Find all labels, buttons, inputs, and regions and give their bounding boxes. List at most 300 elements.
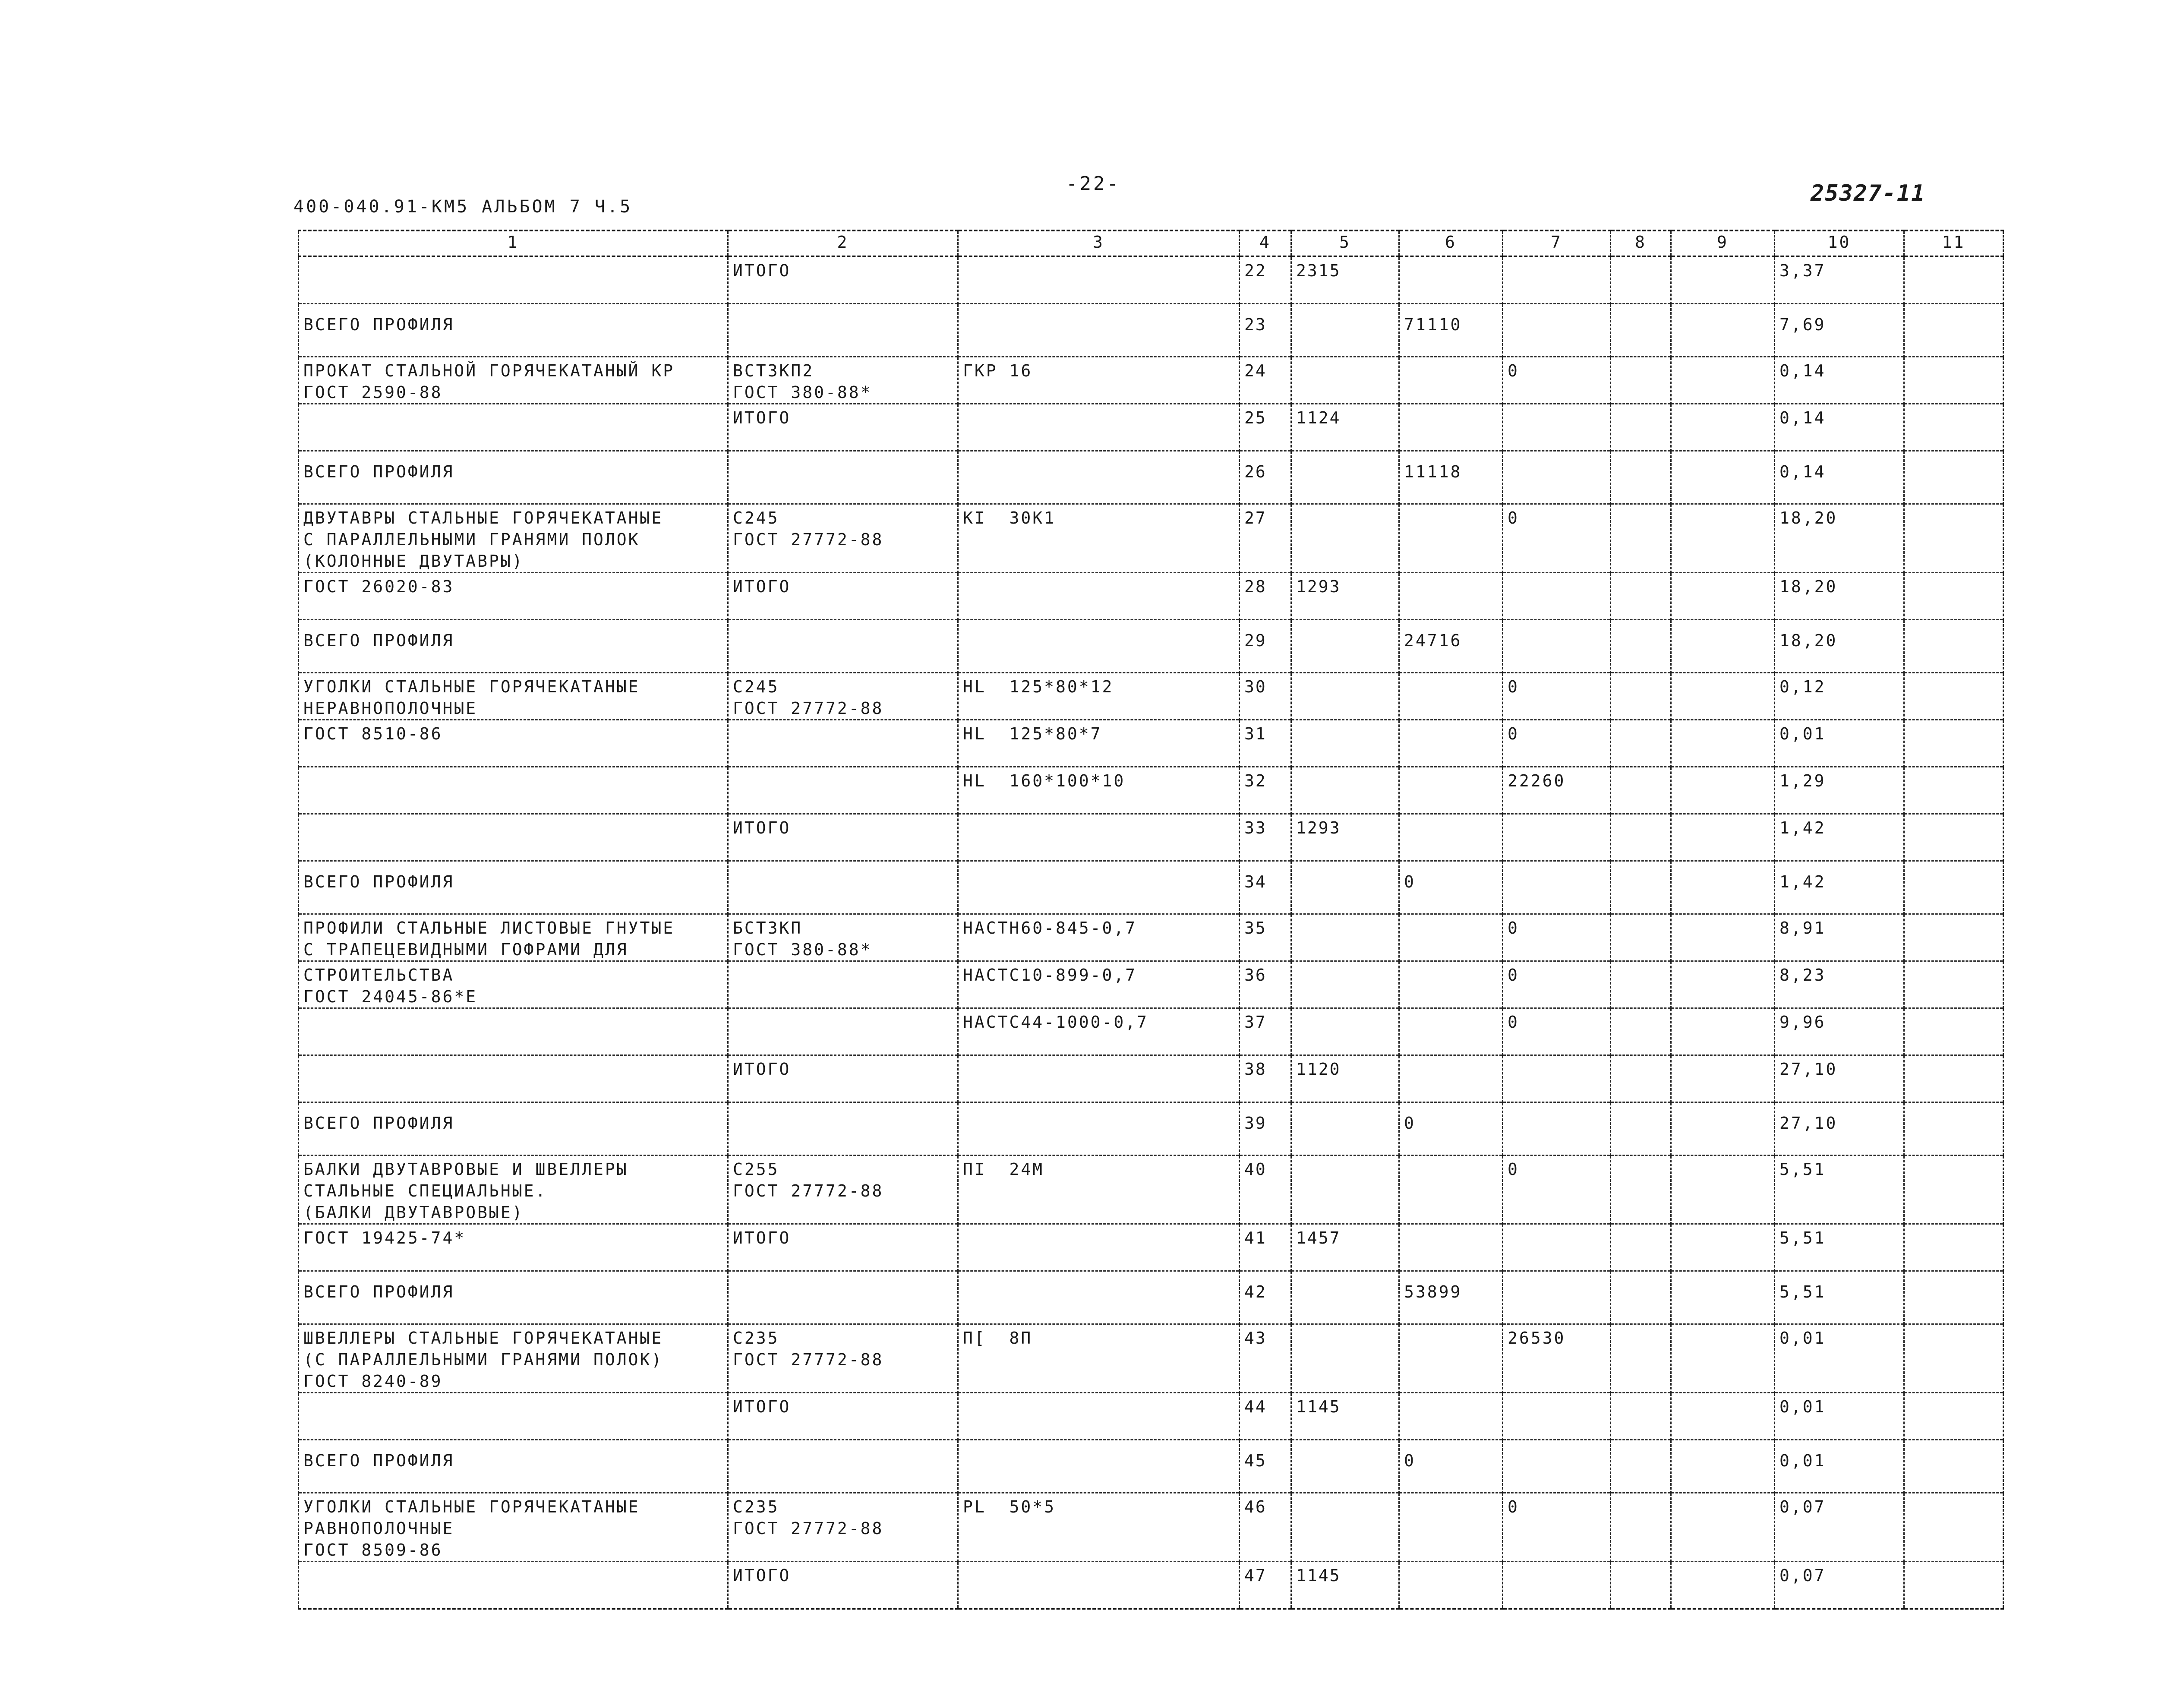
cell-col-7 — [1503, 451, 1611, 504]
cell-text-line: ВСТ3КП2 — [733, 361, 814, 380]
cell-col-8 — [1611, 256, 1671, 304]
cell-col-3: HL 160*100*10 — [958, 767, 1240, 814]
cell-col-4: 26 — [1240, 451, 1291, 504]
cell-col-11 — [1904, 357, 2003, 404]
cell-col-9 — [1671, 573, 1775, 620]
cell-col-7 — [1503, 861, 1611, 914]
cell-col-9 — [1671, 720, 1775, 767]
cell-col-10: 0,01 — [1775, 1440, 1904, 1493]
cell-col-5 — [1291, 357, 1399, 404]
total-row — [299, 861, 2003, 914]
cell-col-9 — [1671, 1393, 1775, 1440]
cell-col-8 — [1611, 767, 1671, 814]
total-row — [299, 451, 2003, 504]
cell-col-6 — [1399, 404, 1503, 451]
steel-specification-table — [298, 230, 2004, 1610]
cell-text-line: С ТРАПЕЦЕВИДНЫМИ ГОФРАМИ ДЛЯ — [303, 940, 628, 959]
cell-col-4: 45 — [1240, 1440, 1291, 1493]
cell-text-line: ГОСТ 27772-88 — [733, 1519, 884, 1538]
cell-col-8 — [1611, 573, 1671, 620]
cell-col-10: 0,14 — [1775, 357, 1904, 404]
cell-text-line: СТРОИТЕЛЬСТВА — [303, 966, 454, 985]
cell-col-1 — [299, 961, 728, 1008]
cell-col-9 — [1671, 1440, 1775, 1493]
cell-col-5 — [1291, 961, 1399, 1008]
total-row — [299, 1271, 2003, 1324]
cell-col-1 — [299, 1156, 728, 1224]
cell-col-3 — [958, 1393, 1240, 1440]
cell-col-4: 37 — [1240, 1008, 1291, 1055]
cell-col-10: 5,51 — [1775, 1271, 1904, 1324]
document-code: 400-040.91-КМ5 АЛЬБОМ 7 Ч.5 — [293, 197, 633, 217]
cell-col-11 — [1904, 404, 2003, 451]
cell-col-4: 46 — [1240, 1493, 1291, 1562]
cell-col-10: 1,42 — [1775, 861, 1904, 914]
cell-col-9 — [1671, 1055, 1775, 1102]
cell-col-7: 0 — [1503, 914, 1611, 961]
cell-col-3 — [958, 404, 1240, 451]
cell-col-11 — [1904, 720, 2003, 767]
cell-col-10: 9,96 — [1775, 1008, 1904, 1055]
cell-col-1 — [299, 357, 728, 404]
page-number: -22- — [1066, 173, 1120, 195]
cell-col-6 — [1399, 1055, 1503, 1102]
cell-col-3 — [958, 1055, 1240, 1102]
cell-col-9 — [1671, 914, 1775, 961]
cell-text-line: ВСЕГО ПРОФИЛЯ — [303, 315, 454, 334]
cell-col-6 — [1399, 767, 1503, 814]
cell-col-11 — [1904, 573, 2003, 620]
cell-col-4: 42 — [1240, 1271, 1291, 1324]
cell-col-6 — [1399, 256, 1503, 304]
cell-text-line: БАЛКИ ДВУТАВРОВЫЕ И ШВЕЛЛЕРЫ — [303, 1160, 628, 1179]
cell-col-7: 0 — [1503, 1008, 1611, 1055]
cell-text-line: ШВЕЛЛЕРЫ СТАЛЬНЫЕ ГОРЯЧЕКАТАНЫЕ — [303, 1329, 663, 1348]
cell-col-2 — [728, 404, 958, 451]
cell-col-2 — [728, 720, 958, 767]
cell-col-10: 27,10 — [1775, 1055, 1904, 1102]
cell-col-3: ПI 24М — [958, 1156, 1240, 1224]
cell-col-1 — [299, 1271, 728, 1324]
cell-col-6: 11118 — [1399, 451, 1503, 504]
cell-col-9 — [1671, 1156, 1775, 1224]
cell-col-2 — [728, 573, 958, 620]
cell-col-10: 0,12 — [1775, 673, 1904, 720]
cell-col-10: 27,10 — [1775, 1102, 1904, 1156]
cell-col-3: PL 50*5 — [958, 1493, 1240, 1562]
cell-col-4: 39 — [1240, 1102, 1291, 1156]
cell-col-6 — [1399, 1493, 1503, 1562]
cell-col-9 — [1671, 1493, 1775, 1562]
cell-col-2 — [728, 767, 958, 814]
cell-col-1 — [299, 1393, 728, 1440]
cell-col-9 — [1671, 1224, 1775, 1271]
cell-col-5: 1124 — [1291, 404, 1399, 451]
cell-col-2 — [728, 304, 958, 357]
total-row — [299, 1440, 2003, 1493]
cell-col-5 — [1291, 1102, 1399, 1156]
cell-col-2 — [728, 1393, 958, 1440]
cell-col-7 — [1503, 1271, 1611, 1324]
column-header-4: 4 — [1240, 230, 1291, 256]
cell-col-9 — [1671, 1562, 1775, 1609]
cell-text-line: УГОЛКИ СТАЛЬНЫЕ ГОРЯЧЕКАТАНЫЕ — [303, 677, 640, 696]
cell-text-line: (КОЛОННЫЕ ДВУТАВРЫ) — [303, 552, 524, 571]
cell-text-line: ДВУТАВРЫ СТАЛЬНЫЕ ГОРЯЧЕКАТАНЫЕ — [303, 508, 663, 527]
specification-sheet — [298, 230, 2003, 1585]
cell-text-line: ВСЕГО ПРОФИЛЯ — [303, 1282, 454, 1301]
cell-col-9 — [1671, 451, 1775, 504]
cell-col-2 — [728, 673, 958, 720]
cell-text-line: ГОСТ 19425-74* — [303, 1228, 466, 1247]
cell-col-8 — [1611, 1102, 1671, 1156]
cell-col-11 — [1904, 914, 2003, 961]
cell-col-2 — [728, 1324, 958, 1393]
table-row — [299, 1156, 2003, 1224]
cell-text-line: ВСЕГО ПРОФИЛЯ — [303, 462, 454, 481]
cell-col-8 — [1611, 1440, 1671, 1493]
cell-col-11 — [1904, 1493, 2003, 1562]
cell-col-9 — [1671, 304, 1775, 357]
cell-col-3 — [958, 451, 1240, 504]
cell-text-line: ГОСТ 8510-86 — [303, 724, 443, 743]
subtotal-row — [299, 1562, 2003, 1609]
table-row — [299, 1324, 2003, 1393]
cell-col-6: 0 — [1399, 1102, 1503, 1156]
cell-col-7 — [1503, 404, 1611, 451]
cell-col-9 — [1671, 504, 1775, 573]
cell-col-7 — [1503, 1055, 1611, 1102]
cell-col-6: 71110 — [1399, 304, 1503, 357]
cell-col-10: 18,20 — [1775, 504, 1904, 573]
cell-col-8 — [1611, 1271, 1671, 1324]
cell-col-6: 24716 — [1399, 620, 1503, 673]
cell-text-line: ВСЕГО ПРОФИЛЯ — [303, 631, 454, 650]
cell-col-5: 1293 — [1291, 814, 1399, 861]
column-header-1: 1 — [299, 230, 728, 256]
cell-col-4: 34 — [1240, 861, 1291, 914]
column-header-9: 9 — [1671, 230, 1775, 256]
subtotal-row — [299, 1393, 2003, 1440]
cell-text-line: ВСЕГО ПРОФИЛЯ — [303, 1451, 454, 1470]
cell-col-10: 8,91 — [1775, 914, 1904, 961]
cell-text-line: РАВНОПОЛОЧНЫЕ — [303, 1519, 454, 1538]
cell-col-3 — [958, 573, 1240, 620]
cell-col-7: 0 — [1503, 1156, 1611, 1224]
cell-col-10: 5,51 — [1775, 1224, 1904, 1271]
cell-col-6: 53899 — [1399, 1271, 1503, 1324]
cell-col-3 — [958, 304, 1240, 357]
cell-col-6 — [1399, 1224, 1503, 1271]
cell-col-4: 38 — [1240, 1055, 1291, 1102]
cell-col-9 — [1671, 357, 1775, 404]
cell-text-line: ИТОГО — [733, 1060, 791, 1079]
cell-col-6 — [1399, 961, 1503, 1008]
cell-col-5 — [1291, 1440, 1399, 1493]
cell-col-4: 43 — [1240, 1324, 1291, 1393]
cell-col-7 — [1503, 1102, 1611, 1156]
cell-text-line: ИТОГО — [733, 577, 791, 596]
cell-col-8 — [1611, 357, 1671, 404]
subtotal-row — [299, 256, 2003, 304]
cell-col-1 — [299, 814, 728, 861]
cell-col-10: 0,01 — [1775, 1324, 1904, 1393]
cell-col-2 — [728, 1271, 958, 1324]
cell-col-7: 26530 — [1503, 1324, 1611, 1393]
cell-col-11 — [1904, 1271, 2003, 1324]
subtotal-row — [299, 1055, 2003, 1102]
cell-col-2 — [728, 1055, 958, 1102]
cell-col-1 — [299, 304, 728, 357]
table-row — [299, 767, 2003, 814]
cell-col-3 — [958, 861, 1240, 914]
cell-col-10: 0,07 — [1775, 1562, 1904, 1609]
cell-col-4: 30 — [1240, 673, 1291, 720]
cell-col-10: 5,51 — [1775, 1156, 1904, 1224]
cell-col-6 — [1399, 1156, 1503, 1224]
cell-col-11 — [1904, 504, 2003, 573]
cell-col-9 — [1671, 1271, 1775, 1324]
column-header-3: 3 — [958, 230, 1240, 256]
table-body — [299, 256, 2003, 1609]
table-row — [299, 504, 2003, 573]
cell-col-2 — [728, 814, 958, 861]
cell-col-9 — [1671, 1324, 1775, 1393]
cell-col-2 — [728, 914, 958, 961]
column-header-8: 8 — [1611, 230, 1671, 256]
cell-col-8 — [1611, 1324, 1671, 1393]
cell-col-8 — [1611, 1562, 1671, 1609]
cell-col-10: 7,69 — [1775, 304, 1904, 357]
cell-col-6: 0 — [1399, 861, 1503, 914]
cell-col-9 — [1671, 814, 1775, 861]
cell-text-line: С ПАРАЛЛЕЛЬНЫМИ ГРАНЯМИ ПОЛОК — [303, 530, 640, 549]
cell-col-5 — [1291, 504, 1399, 573]
cell-col-1 — [299, 1324, 728, 1393]
cell-col-7: 0 — [1503, 720, 1611, 767]
subtotal-row — [299, 814, 2003, 861]
cell-col-5: 1120 — [1291, 1055, 1399, 1102]
cell-col-4: 36 — [1240, 961, 1291, 1008]
cell-col-10: 1,42 — [1775, 814, 1904, 861]
cell-col-5 — [1291, 1008, 1399, 1055]
cell-col-8 — [1611, 451, 1671, 504]
cell-col-4: 27 — [1240, 504, 1291, 573]
cell-text-line: ПРОКАТ СТАЛЬНОЙ ГОРЯЧЕКАТАНЫЙ КР — [303, 361, 675, 380]
cell-col-11 — [1904, 673, 2003, 720]
cell-col-7: 0 — [1503, 1493, 1611, 1562]
cell-text-line: (С ПАРАЛЛЕЛЬНЫМИ ГРАНЯМИ ПОЛОК) — [303, 1350, 663, 1369]
cell-col-3: П[ 8П — [958, 1324, 1240, 1393]
table-row — [299, 357, 2003, 404]
cell-col-1 — [299, 914, 728, 961]
cell-text-line: УГОЛКИ СТАЛЬНЫЕ ГОРЯЧЕКАТАНЫЕ — [303, 1497, 640, 1516]
cell-text-line: ИТОГО — [733, 1228, 791, 1247]
cell-col-4: 40 — [1240, 1156, 1291, 1224]
cell-col-5: 1457 — [1291, 1224, 1399, 1271]
cell-col-11 — [1904, 620, 2003, 673]
cell-col-10: 18,20 — [1775, 573, 1904, 620]
cell-text-line: С255 — [733, 1160, 779, 1179]
cell-col-2 — [728, 1102, 958, 1156]
cell-col-10: 1,29 — [1775, 767, 1904, 814]
cell-col-5 — [1291, 767, 1399, 814]
cell-col-7: 0 — [1503, 673, 1611, 720]
table-row — [299, 961, 2003, 1008]
cell-col-11 — [1904, 861, 2003, 914]
cell-col-4: 44 — [1240, 1393, 1291, 1440]
cell-col-6 — [1399, 673, 1503, 720]
cell-col-1 — [299, 673, 728, 720]
cell-col-1 — [299, 1562, 728, 1609]
cell-col-3: KI 30K1 — [958, 504, 1240, 573]
cell-col-5 — [1291, 1271, 1399, 1324]
cell-text-line: ВСЕГО ПРОФИЛЯ — [303, 1114, 454, 1133]
cell-col-8 — [1611, 814, 1671, 861]
cell-col-1 — [299, 451, 728, 504]
cell-col-6 — [1399, 1008, 1503, 1055]
cell-col-8 — [1611, 1493, 1671, 1562]
cell-col-10: 0,01 — [1775, 720, 1904, 767]
cell-text-line: ГОСТ 26020-83 — [303, 577, 454, 596]
cell-col-2 — [728, 256, 958, 304]
cell-col-2 — [728, 357, 958, 404]
cell-col-7 — [1503, 304, 1611, 357]
cell-col-1 — [299, 620, 728, 673]
cell-col-6 — [1399, 1393, 1503, 1440]
cell-col-1 — [299, 504, 728, 573]
table-row — [299, 914, 2003, 961]
cell-col-8 — [1611, 304, 1671, 357]
table-row — [299, 1493, 2003, 1562]
table-row — [299, 1008, 2003, 1055]
cell-col-4: 33 — [1240, 814, 1291, 861]
cell-col-1 — [299, 404, 728, 451]
cell-col-9 — [1671, 767, 1775, 814]
cell-col-8 — [1611, 1008, 1671, 1055]
cell-col-1 — [299, 1008, 728, 1055]
cell-col-11 — [1904, 1562, 2003, 1609]
cell-text-line: ГОСТ 380-88* — [733, 940, 872, 959]
cell-col-7 — [1503, 256, 1611, 304]
cell-text-line: С245 — [733, 508, 779, 527]
cell-text-line: ГОСТ 27772-88 — [733, 1181, 884, 1200]
total-row — [299, 304, 2003, 357]
column-header-11: 11 — [1904, 230, 2003, 256]
cell-col-5 — [1291, 1493, 1399, 1562]
cell-col-4: 41 — [1240, 1224, 1291, 1271]
cell-col-7: 0 — [1503, 961, 1611, 1008]
cell-text-line: ГОСТ 27772-88 — [733, 1350, 884, 1369]
cell-col-7 — [1503, 1393, 1611, 1440]
cell-col-10: 0,01 — [1775, 1393, 1904, 1440]
column-header-7: 7 — [1503, 230, 1611, 256]
cell-col-11 — [1904, 1324, 2003, 1393]
cell-col-6: 0 — [1399, 1440, 1503, 1493]
cell-col-1 — [299, 573, 728, 620]
cell-col-8 — [1611, 961, 1671, 1008]
cell-col-1 — [299, 1224, 728, 1271]
cell-col-11 — [1904, 1055, 2003, 1102]
cell-col-6 — [1399, 1324, 1503, 1393]
cell-col-11 — [1904, 1102, 2003, 1156]
table-row — [299, 673, 2003, 720]
cell-col-2 — [728, 451, 958, 504]
cell-col-11 — [1904, 451, 2003, 504]
cell-col-9 — [1671, 861, 1775, 914]
cell-col-3 — [958, 1102, 1240, 1156]
cell-col-4: 31 — [1240, 720, 1291, 767]
cell-col-7 — [1503, 573, 1611, 620]
cell-col-4: 29 — [1240, 620, 1291, 673]
cell-col-2 — [728, 1224, 958, 1271]
cell-col-9 — [1671, 256, 1775, 304]
cell-col-5: 2315 — [1291, 256, 1399, 304]
cell-col-7 — [1503, 1562, 1611, 1609]
cell-col-2 — [728, 1156, 958, 1224]
cell-col-3 — [958, 1440, 1240, 1493]
cell-col-2 — [728, 1440, 958, 1493]
cell-col-6 — [1399, 814, 1503, 861]
cell-col-9 — [1671, 1008, 1775, 1055]
cell-col-4: 23 — [1240, 304, 1291, 357]
cell-col-5: 1145 — [1291, 1562, 1399, 1609]
cell-text-line: ГОСТ 8509-86 — [303, 1541, 443, 1560]
cell-col-2 — [728, 1493, 958, 1562]
cell-col-1 — [299, 256, 728, 304]
cell-col-7 — [1503, 814, 1611, 861]
cell-col-5 — [1291, 673, 1399, 720]
cell-col-6 — [1399, 914, 1503, 961]
cell-text-line: ИТОГО — [733, 1566, 791, 1585]
cell-col-11 — [1904, 961, 2003, 1008]
cell-col-8 — [1611, 861, 1671, 914]
subtotal-row — [299, 1224, 2003, 1271]
cell-text-line: С245 — [733, 677, 779, 696]
cell-col-11 — [1904, 1393, 2003, 1440]
table-row — [299, 720, 2003, 767]
cell-col-8 — [1611, 620, 1671, 673]
cell-col-10: 18,20 — [1775, 620, 1904, 673]
cell-text-line: ВСЕГО ПРОФИЛЯ — [303, 872, 454, 891]
cell-text-line: ГОСТ 27772-88 — [733, 530, 884, 549]
cell-col-4: 32 — [1240, 767, 1291, 814]
cell-col-8 — [1611, 1393, 1671, 1440]
cell-text-line: ИТОГО — [733, 818, 791, 837]
cell-col-1 — [299, 1055, 728, 1102]
cell-col-4: 25 — [1240, 404, 1291, 451]
cell-col-6 — [1399, 504, 1503, 573]
cell-col-8 — [1611, 673, 1671, 720]
cell-col-5 — [1291, 914, 1399, 961]
cell-col-3: HL 125*80*7 — [958, 720, 1240, 767]
cell-col-6 — [1399, 1562, 1503, 1609]
cell-col-11 — [1904, 304, 2003, 357]
cell-col-11 — [1904, 1224, 2003, 1271]
cell-col-3: ГКР 16 — [958, 357, 1240, 404]
cell-col-3 — [958, 256, 1240, 304]
subtotal-row — [299, 404, 2003, 451]
cell-col-5 — [1291, 304, 1399, 357]
cell-col-2 — [728, 861, 958, 914]
cell-text-line: НЕРАВНОПОЛОЧНЫЕ — [303, 699, 478, 718]
cell-col-8 — [1611, 1055, 1671, 1102]
cell-col-8 — [1611, 504, 1671, 573]
cell-col-9 — [1671, 1102, 1775, 1156]
cell-col-9 — [1671, 961, 1775, 1008]
column-header-5: 5 — [1291, 230, 1399, 256]
cell-text-line: ИТОГО — [733, 408, 791, 427]
